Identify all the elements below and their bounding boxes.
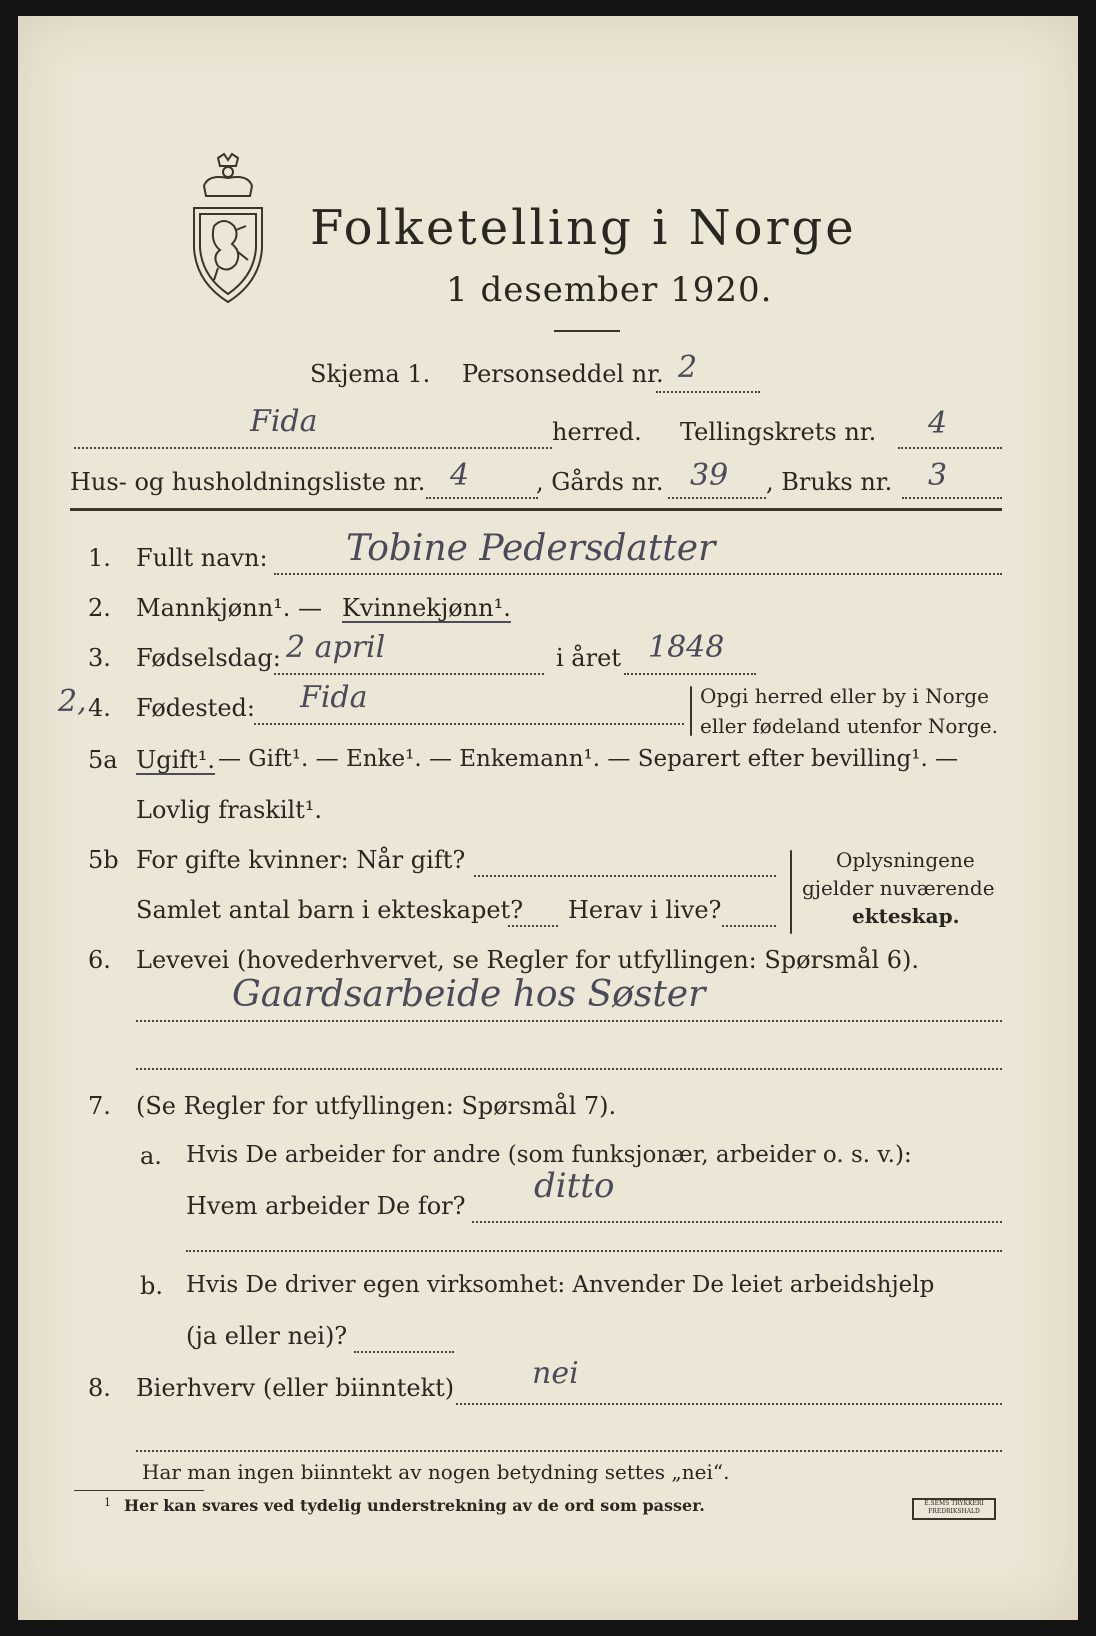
side-income-value: nei <box>532 1356 579 1391</box>
q2-female-selected[interactable]: Kvinnekjønn¹. <box>342 594 511 622</box>
stamp-line-1: E.SEMS TRYKKERI <box>924 1500 984 1507</box>
tellingskrets-value: 4 <box>928 406 948 441</box>
gards-label: , Gårds nr. <box>536 468 664 496</box>
q7a-label-2: Hvem arbeider De for? <box>186 1192 466 1220</box>
children-total-field[interactable] <box>508 925 558 927</box>
census-form-sheet <box>18 16 1078 1620</box>
q1-number: 1. <box>88 544 111 572</box>
q5b-label-1: For gifte kvinner: Når gift? <box>136 846 466 874</box>
q7b-label-2: (ja eller nei)? <box>186 1322 348 1350</box>
hus-value: 4 <box>450 458 470 493</box>
q5b-brace <box>790 850 792 934</box>
q8-number: 8. <box>88 1374 111 1402</box>
printer-stamp <box>912 1498 996 1520</box>
hus-label: Hus- og husholdningsliste nr. <box>70 468 426 496</box>
q7a-label-1: Hvis De arbeider for andre (som funksjonær, arbeider o. s. v.): <box>186 1142 912 1168</box>
side-income-field[interactable] <box>456 1403 1002 1405</box>
footnote-rule <box>74 1490 204 1491</box>
q5a-number: 5a <box>88 746 118 774</box>
bruks-field[interactable] <box>902 497 1002 499</box>
q7b-letter: b. <box>140 1272 163 1300</box>
title-divider <box>554 330 620 332</box>
q5b-label-2: Samlet antal barn i ekteskapet? <box>136 896 524 924</box>
hired-help-field[interactable] <box>354 1351 454 1353</box>
hus-field[interactable] <box>426 497 538 499</box>
margin-note: 2, <box>58 684 87 719</box>
full-name-field[interactable] <box>274 573 1002 575</box>
year-label: i året <box>556 644 621 672</box>
q2-male[interactable]: Mannkjønn¹. — <box>136 594 323 622</box>
birthday-field[interactable] <box>274 673 544 675</box>
q4-label: Fødested: <box>136 694 255 722</box>
occupation-field[interactable] <box>136 1020 1002 1022</box>
q6-label: Levevei (hovederhvervet, se Regler for utfyllingen: Spørsmål 6). <box>136 946 920 974</box>
q5b-note-2: gjelder nuværende <box>802 876 995 900</box>
birthday-value: 2 april <box>286 630 386 665</box>
employer-value: ditto <box>534 1166 615 1206</box>
q1-label: Fullt navn: <box>136 544 268 572</box>
census-date: 1 desember 1920. <box>446 270 773 310</box>
employer-field[interactable] <box>472 1221 1002 1223</box>
personseddel-field[interactable] <box>656 391 760 393</box>
gards-value: 39 <box>690 458 729 493</box>
side-income-field-2[interactable] <box>136 1450 1002 1452</box>
q5b-note-1: Oplysningene <box>836 848 975 872</box>
q7-number: 7. <box>88 1092 111 1120</box>
footnote-text: Her kan svares ved tydelig understrekning av de ord som passer. <box>124 1496 705 1515</box>
personseddel-value: 2 <box>678 350 698 385</box>
q6-number: 6. <box>88 946 111 974</box>
coat-of-arms-icon <box>184 152 272 306</box>
occupation-value: Gaardsarbeide hos Søster <box>232 974 706 1015</box>
gards-field[interactable] <box>668 497 766 499</box>
q5b-note-3: ekteskap. <box>852 904 960 928</box>
q8-note: Har man ingen biinntekt av nogen betydning settes „nei“. <box>142 1460 730 1484</box>
skjema-label: Skjema 1. <box>310 360 431 388</box>
full-name-value: Tobine Pedersdatter <box>346 528 716 569</box>
q7a-letter: a. <box>140 1142 162 1170</box>
employer-field-2[interactable] <box>186 1250 1002 1252</box>
q4-number: 4. <box>88 694 111 722</box>
q8-label: Bierhverv (eller biinntekt) <box>136 1374 455 1402</box>
q5a-line2[interactable]: Lovlig fraskilt¹. <box>136 796 323 824</box>
q7-label: (Se Regler for utfyllingen: Spørsmål 7). <box>136 1092 617 1120</box>
form-title: Folketelling i Norge <box>310 200 857 256</box>
bruks-value: 3 <box>928 458 948 493</box>
q4-brace <box>690 686 692 736</box>
stamp-line-2: FREDRIKSHALD <box>928 1508 980 1515</box>
birth-year-value: 1848 <box>648 630 725 665</box>
q3-number: 3. <box>88 644 111 672</box>
q4-note-2: eller fødeland utenfor Norge. <box>700 714 998 738</box>
q5a-ugift-selected[interactable]: Ugift¹. <box>136 746 216 774</box>
birthplace-value: Fida <box>300 680 368 715</box>
footnote-mark: 1 <box>104 1496 111 1509</box>
herred-field[interactable] <box>74 447 552 449</box>
bruks-label: , Bruks nr. <box>766 468 893 496</box>
occupation-field-2[interactable] <box>136 1068 1002 1070</box>
q3-label: Fødselsdag: <box>136 644 281 672</box>
herred-value: Fida <box>250 404 318 439</box>
q5b-number: 5b <box>88 846 119 874</box>
children-alive-field[interactable] <box>722 925 776 927</box>
q7b-label-1: Hvis De driver egen virksomhet: Anvender De leiet arbeidshjelp <box>186 1272 935 1298</box>
q5b-label-3: Herav i live? <box>568 896 722 924</box>
tellingskrets-field[interactable] <box>898 447 1002 449</box>
tellingskrets-label: Tellingskrets nr. <box>680 418 877 446</box>
herred-label: herred. <box>552 418 642 446</box>
personseddel-label: Personseddel nr. <box>462 360 664 388</box>
q5a-options[interactable]: — Gift¹. — Enke¹. — Enkemann¹. — Separert efter bevilling¹. — <box>218 746 959 772</box>
q2-number: 2. <box>88 594 111 622</box>
birthplace-field[interactable] <box>254 723 684 725</box>
marriage-date-field[interactable] <box>474 875 776 877</box>
birth-year-field[interactable] <box>624 673 756 675</box>
header-rule <box>70 508 1002 511</box>
q4-note-1: Opgi herred eller by i Norge <box>700 684 989 708</box>
